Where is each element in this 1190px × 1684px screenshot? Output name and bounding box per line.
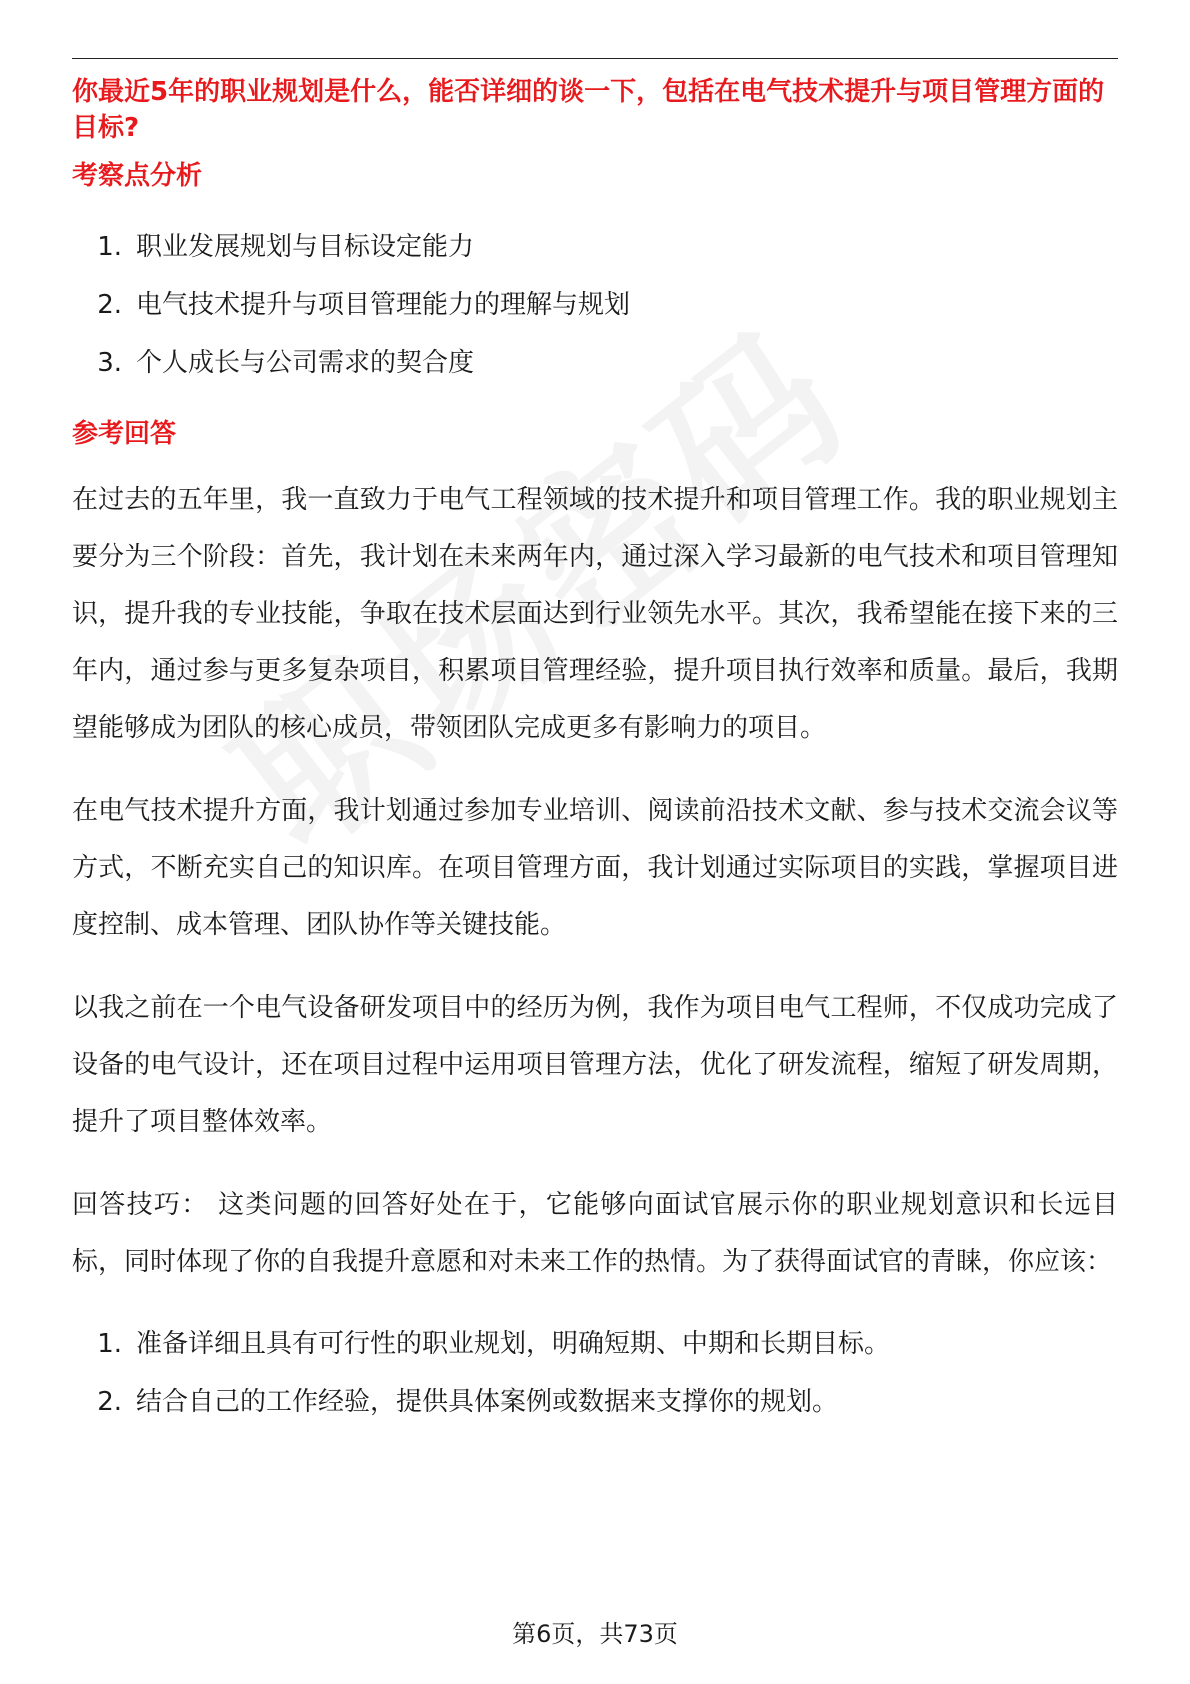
list-text: 准备详细且具有可行性的职业规划，明确短期、中期和长期目标。 bbox=[136, 1329, 891, 1359]
answer-paragraph: 以我之前在一个电气设备研发项目中的经历为例，我作为项目电气工程师，不仅成功完成了设备的电气设计，还在项目过程中运用项目管理方法，优化了研发流程，缩短了研发周期，提升了项目整体效率。 bbox=[72, 993, 1118, 1137]
list-number: 1. bbox=[97, 1329, 122, 1359]
answer-paragraph: 在过去的五年里，我一直致力于电气工程领域的技术提升和项目管理工作。我的职业规划主要分为三个阶段：首先，我计划在未来两年内，通过深入学习最新的电气技术和项目管理知识，提升我的专业技能，争取在技术层面达到行业领先水平。其次，我希望能在接下来的三年内，通过参与更多复杂项目，积累项目管理经验，提升项目执行效率和质量。最后，我期望能够成为团队的核心成员，带领团队完成更多有影响力的项目。 bbox=[72, 485, 1118, 743]
list-item bbox=[72, 276, 1118, 334]
list-text: 结合自己的工作经验，提供具体案例或数据来支撑你的规划。 bbox=[136, 1387, 839, 1417]
answer-heading: 参考回答 bbox=[72, 419, 177, 449]
list-number: 2. bbox=[97, 1387, 122, 1417]
list-number: 2. bbox=[97, 290, 122, 320]
list-text: 电气技术提升与项目管理能力的理解与规划 bbox=[136, 290, 631, 320]
list-item bbox=[72, 334, 1118, 392]
top-divider bbox=[72, 58, 1118, 59]
question-title: 你最近5年的职业规划是什么，能否详细的谈一下，包括在电气技术提升与项目管理方面的目标? bbox=[72, 77, 1105, 143]
list-item bbox=[72, 1373, 1118, 1431]
page-footer: 第6页，共73页 bbox=[512, 1620, 678, 1648]
list-text: 职业发展规划与目标设定能力 bbox=[136, 232, 475, 262]
analysis-heading: 考察点分析 bbox=[72, 161, 203, 191]
tips-list bbox=[72, 1315, 1118, 1431]
document-body bbox=[72, 74, 1118, 1431]
tips-paragraph: 回答技巧： 这类问题的回答好处在于，它能够向面试官展示你的职业规划意识和长远目标，同时体现了你的自我提升意愿和对未来工作的热情。为了获得面试官的青睐，你应该： bbox=[72, 1190, 1118, 1277]
list-text: 个人成长与公司需求的契合度 bbox=[136, 348, 475, 378]
answer-paragraph: 在电气技术提升方面，我计划通过参加专业培训、阅读前沿技术文献、参与技术交流会议等方式，不断充实自己的知识库。在项目管理方面，我计划通过实际项目的实践，掌握项目进度控制、成本管理、团队协作等关键技能。 bbox=[72, 796, 1118, 940]
analysis-list bbox=[72, 218, 1118, 392]
list-number: 1. bbox=[97, 232, 122, 262]
list-item bbox=[72, 1315, 1118, 1373]
list-number: 3. bbox=[97, 348, 122, 378]
list-item bbox=[72, 218, 1118, 276]
